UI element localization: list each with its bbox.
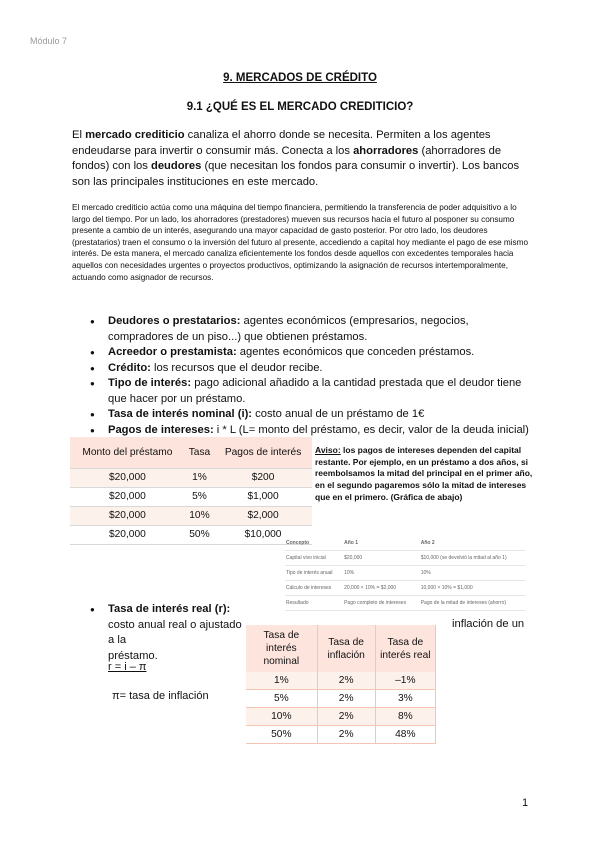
- table-cell: 8%: [375, 708, 435, 726]
- table-row: [70, 488, 312, 507]
- table-row: [70, 507, 312, 526]
- table-row: [285, 566, 525, 581]
- table-cell: $10,000 (se devolvió la mitad al año 1): [420, 551, 525, 566]
- bullet-icon: ●: [90, 605, 95, 614]
- table-cell: 50%: [185, 526, 214, 545]
- table-cell: $2,000: [214, 507, 312, 526]
- intro-paragraph: El mercado crediticio canaliza el ahorro donde se necesita. Permiten a los agentes endeudarse para invertir o consumir más. Conecta a los ahorradores (ahorradores de fondos) con los deudores (que necesitan los fondos para consumir o invertir). Los bancos son las principales instituciones en este mercado.: [72, 129, 520, 188]
- table-cell: 5%: [185, 488, 214, 507]
- table-cell: Resultado: [285, 596, 343, 611]
- table-row: [246, 690, 436, 708]
- table-row: [246, 672, 436, 690]
- table-row: [285, 581, 525, 596]
- table-row: [285, 596, 525, 611]
- section-subtitle: 9.1 ¿QUÉ ES EL MERCADO CREDITICIO?: [186, 101, 414, 113]
- table-cell: Capital vivo inicial: [285, 551, 343, 566]
- table-cell: $1,000: [214, 488, 312, 507]
- column-header: Tasa: [185, 437, 214, 469]
- real-rate-definition: ● Tasa de interés real (r): costo anual real o ajustado a la préstamo.: [90, 603, 242, 662]
- table-cell: 2%: [317, 672, 375, 690]
- column-header: Tasa de inflación: [317, 625, 375, 672]
- table-cell: 1%: [246, 672, 317, 690]
- section-title: 9. MERCADOS DE CRÉDITO: [223, 72, 377, 84]
- table-cell: 3%: [375, 690, 435, 708]
- table-cell: Pago completo de intereses: [343, 596, 420, 611]
- table-cell: Cálculo de intereses: [285, 581, 343, 596]
- table-cell: Tipo de interés anual: [285, 566, 343, 581]
- table-cell: 5%: [246, 690, 317, 708]
- table-cell: $20,000: [70, 469, 185, 488]
- list-item: ● Pagos de intereses: i * L (L= monto del préstamo, es decir, valor de la deuda inicial): [90, 423, 535, 439]
- table-cell: 50%: [246, 726, 317, 744]
- column-header: Tasa de interés real: [375, 625, 435, 672]
- column-header: Monto del préstamo: [70, 437, 185, 469]
- definitions-list: [90, 314, 535, 438]
- table-cell: 20,000 × 10% = $2,000: [343, 581, 420, 596]
- column-header: Pagos de interés: [214, 437, 312, 469]
- list-item: ● Acreedor o prestamista: agentes económicos que conceden préstamos.: [90, 345, 535, 361]
- page-number: 1: [522, 797, 529, 809]
- table-row: [285, 536, 525, 551]
- table-cell: 10%: [246, 708, 317, 726]
- table-row: [70, 526, 312, 545]
- real-rate-formula: r = i – π: [108, 661, 147, 673]
- list-item: ● Tasa de interés nominal (i): costo anual de un préstamo de 1€: [90, 407, 535, 423]
- table-cell: $10,000: [214, 526, 312, 545]
- table-cell: Concepto: [285, 536, 343, 551]
- list-item: ● Crédito: los recursos que el deudor recibe.: [90, 361, 535, 377]
- table-header-row: [70, 437, 312, 469]
- list-item: ● Deudores o prestatarios: agentes económicos (empresarios, negocios, compradores de un piso...) que obtienen préstamos.: [90, 314, 535, 345]
- table-cell: $20,000: [70, 488, 185, 507]
- interest-payments-table: [70, 437, 312, 545]
- table-header-row: [246, 625, 436, 672]
- loan-example-table: [285, 536, 525, 611]
- table-cell: 10,000 × 10% = $1,000: [420, 581, 525, 596]
- real-rate-table: [246, 625, 436, 744]
- table-cell: 2%: [317, 726, 375, 744]
- time-machine-paragraph: El mercado crediticio actúa como una máquina del tiempo financiera, permitiendo la transferencia de poder adquisitivo a lo largo del tiempo. Por un lado, los ahorradores (prestadores) mueven sus recursos hacia el futuro al posponer su consumo presente a cambio de un interés, asegurando una mayor capacidad de gasto posterior. Por otro lado, los deudores (prestatarios) traen el consumo o la inversión del futuro al presente, accediendo a capital hoy mediante el pago de ese mismo interés. De esta manera, el mercado canaliza eficientemente los fondos desde aquellos con excedentes temporales hacia aquellos con necesidades urgentes o proyectos productivos, optimizando la asignación de recursos intertemporalmente, actuando como asignador de recursos.: [72, 203, 529, 282]
- column-header: Tasa de interés nominal: [246, 625, 317, 672]
- table-cell: $200: [214, 469, 312, 488]
- inflation-definition: π= tasa de inflación: [112, 690, 209, 702]
- table-row: [285, 551, 525, 566]
- aviso-note: Aviso: los pagos de intereses dependen del capital restante. Por ejemplo, en un préstamo a dos años, si reembolsamos la mitad del principal en el primer año, en el segundo pagaremos sólo la mitad de intereses que en el primero. (Gráfica de abajo): [315, 445, 533, 502]
- table-cell: Año 2: [420, 536, 525, 551]
- real-rate-definition-tail: inflación de un: [452, 618, 525, 630]
- table-cell: –1%: [375, 672, 435, 690]
- table-cell: $20,000: [70, 526, 185, 545]
- table-cell: 2%: [317, 708, 375, 726]
- table-cell: 48%: [375, 726, 435, 744]
- table-row: [70, 469, 312, 488]
- list-item: ● Tipo de interés: pago adicional añadido a la cantidad prestada que el deudor tiene que hacer por un préstamo.: [90, 376, 535, 407]
- table-cell: 2%: [317, 690, 375, 708]
- table-cell: $20,000: [343, 551, 420, 566]
- module-label: Módulo 7: [30, 36, 68, 46]
- table-row: [246, 726, 436, 744]
- table-cell: Año 1: [343, 536, 420, 551]
- table-cell: 1%: [185, 469, 214, 488]
- table-cell: 10%: [420, 566, 525, 581]
- table-cell: $20,000: [70, 507, 185, 526]
- table-row: [246, 708, 436, 726]
- table-cell: 10%: [343, 566, 420, 581]
- table-cell: 10%: [185, 507, 214, 526]
- table-cell: Pago de la mitad de intereses (ahorro): [420, 596, 525, 611]
